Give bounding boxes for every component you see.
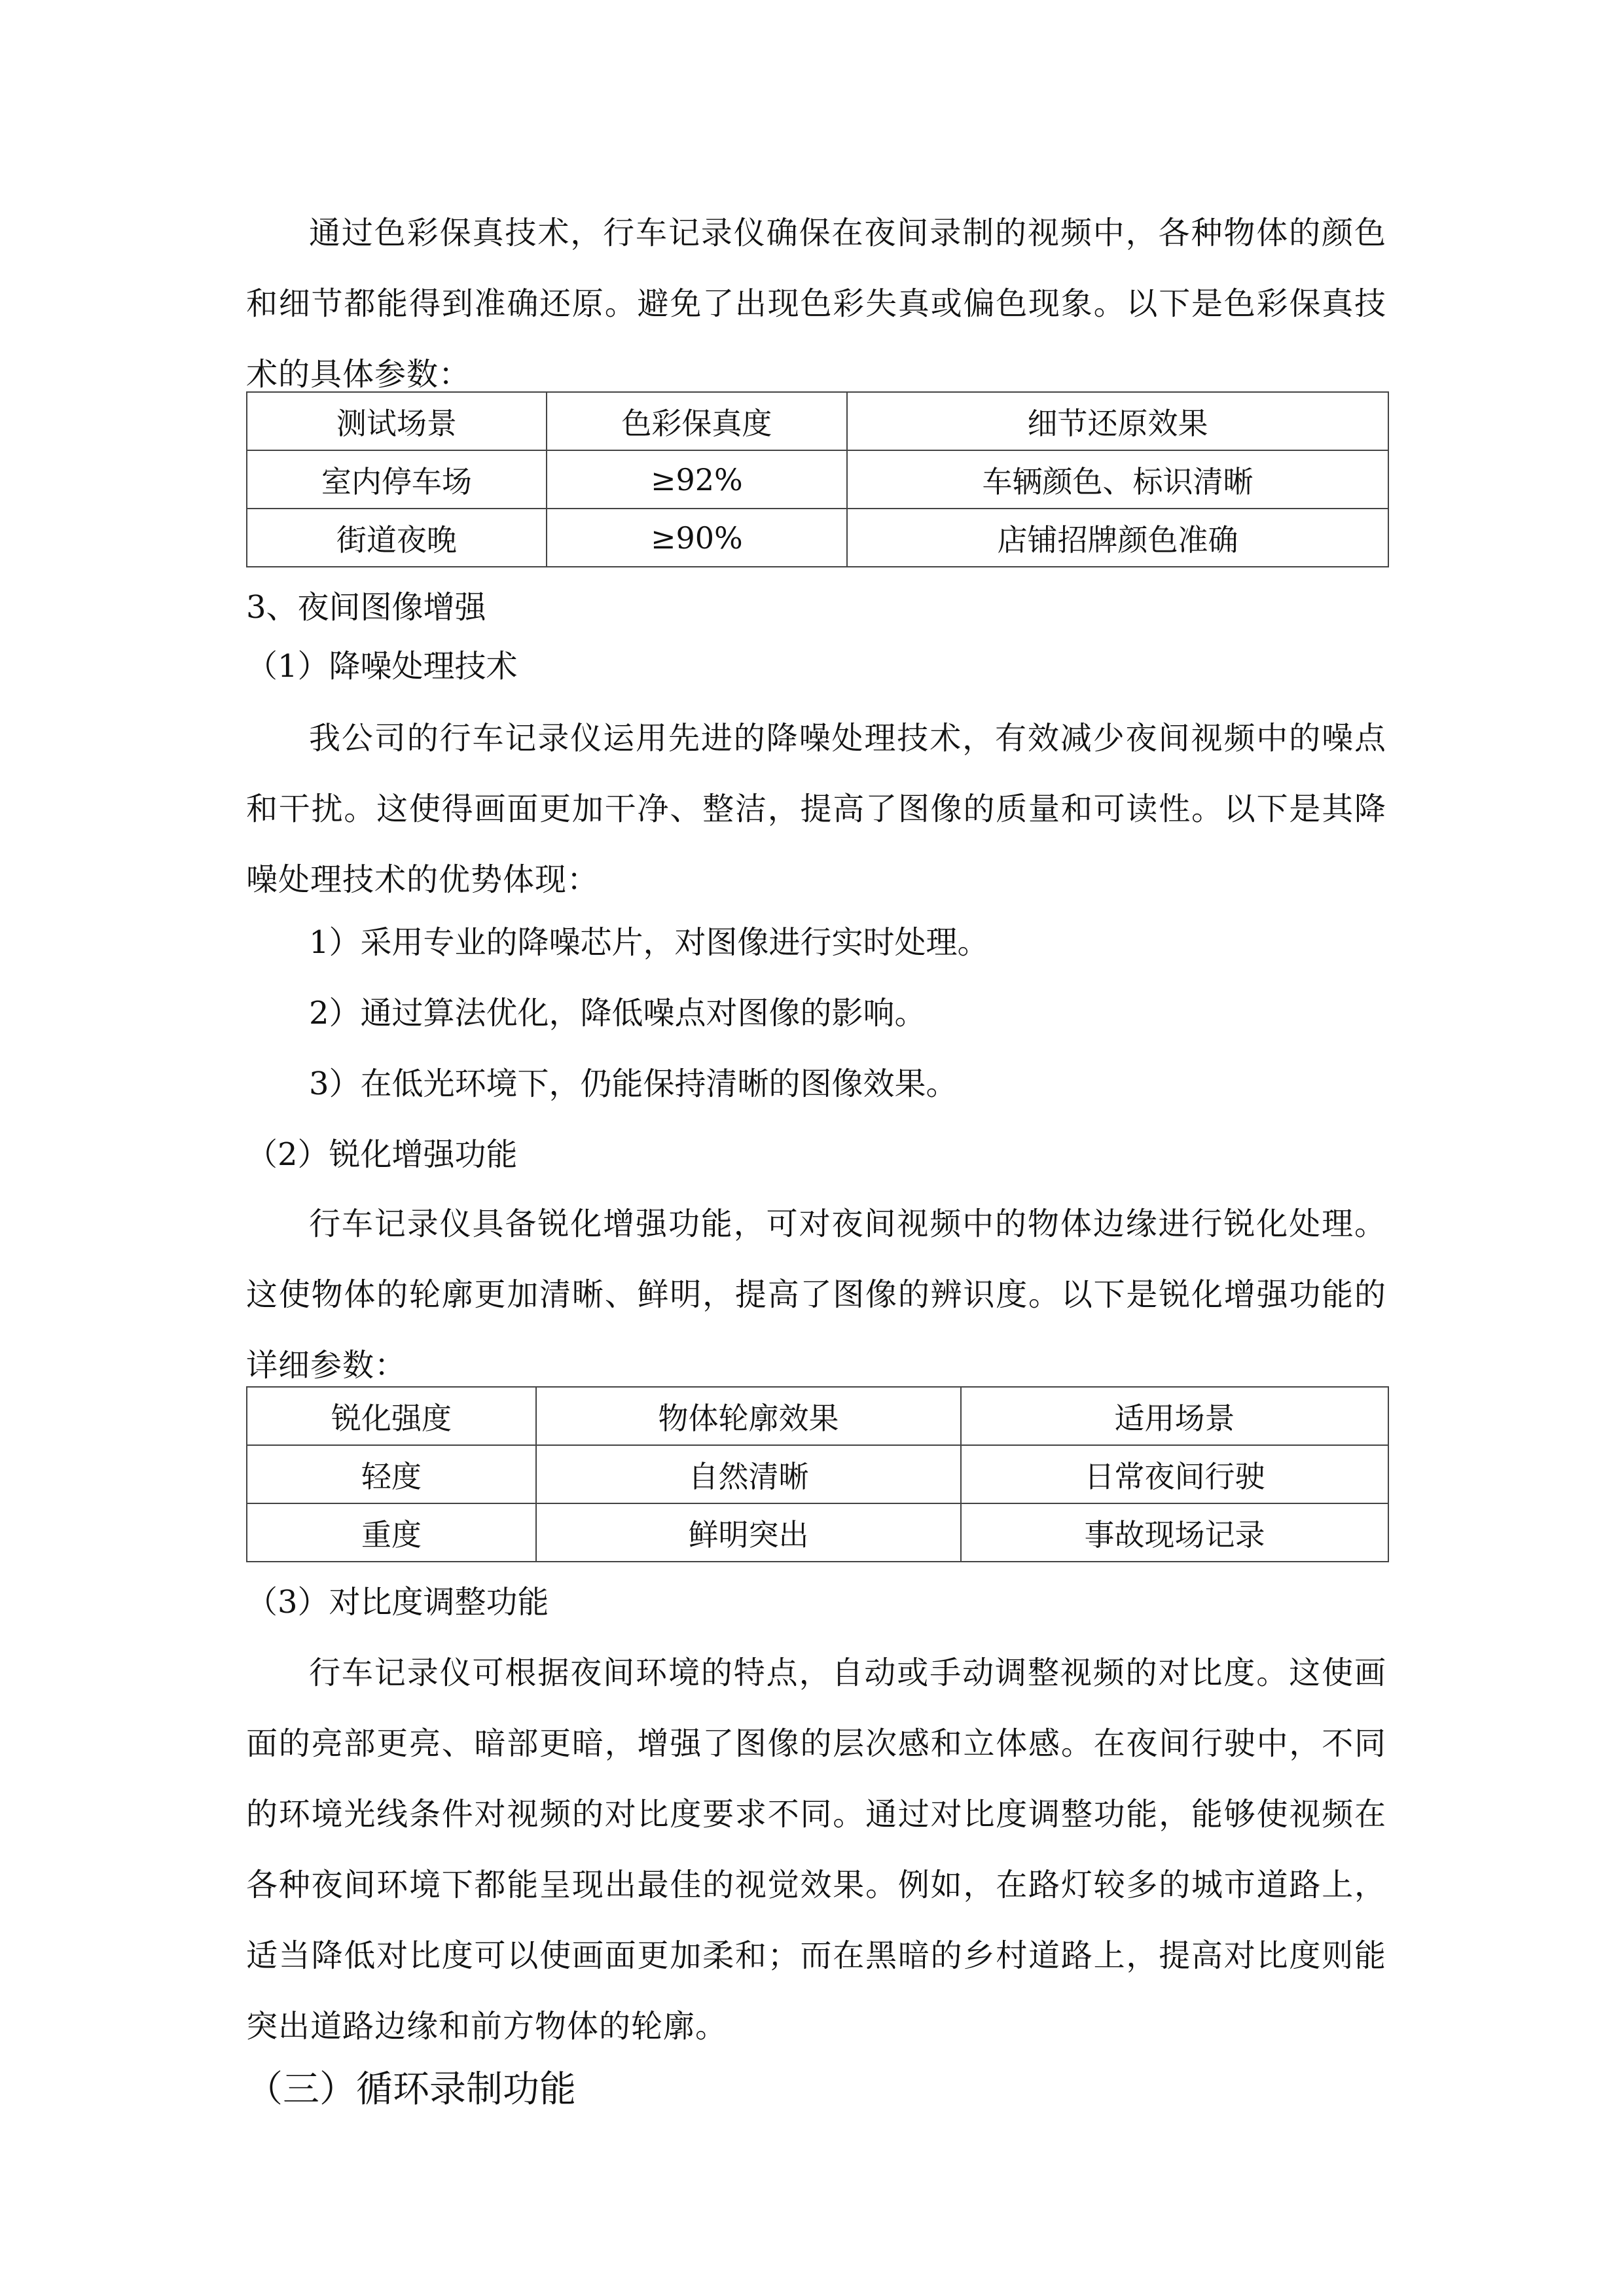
heading-night-image-enhancement: 3、夜间图像增强 bbox=[246, 589, 486, 626]
paragraph-color-fidelity: 通过色彩保真技术，行车记录仪确保在夜间录制的视频中，各种物体的颜色和细节都能得到准确还原。避免了出现色彩失真或偏色现象。以下是色彩保真技术的具体参数： bbox=[246, 215, 1386, 393]
list-item: 3）在低光环境下，仍能保持清晰的图像效果。 bbox=[309, 1066, 958, 1102]
list-item: 2）通过算法优化，降低噪点对图像的影响。 bbox=[309, 995, 926, 1031]
section-heading-loop-recording: （三）循环录制功能 bbox=[246, 2068, 576, 2111]
table-cell: 店铺招牌颜色准确 bbox=[847, 509, 1388, 567]
table-header-row bbox=[247, 392, 1388, 450]
table-row bbox=[247, 1503, 1388, 1562]
table-header-cell: 锐化强度 bbox=[247, 1387, 536, 1445]
list-item: 1）采用专业的降噪芯片，对图像进行实时处理。 bbox=[309, 924, 989, 961]
table-cell: ≥92% bbox=[547, 450, 847, 509]
table-cell: 轻度 bbox=[247, 1445, 536, 1503]
table-header-cell: 色彩保真度 bbox=[547, 392, 847, 450]
subheading-contrast: （3）对比度调整功能 bbox=[246, 1584, 549, 1621]
paragraph-noise-reduction: 我公司的行车记录仪运用先进的降噪处理技术，有效减少夜间视频中的噪点和干扰。这使得画面更加干净、整洁，提高了图像的质量和可读性。以下是其降噪处理技术的优势体现： bbox=[246, 720, 1386, 898]
subheading-sharpening: （2）锐化增强功能 bbox=[246, 1136, 518, 1173]
table-cell: 室内停车场 bbox=[247, 450, 547, 509]
table-cell: 重度 bbox=[247, 1503, 536, 1562]
sharpening-table bbox=[246, 1386, 1389, 1562]
table-cell: 自然清晰 bbox=[536, 1445, 961, 1503]
table-row bbox=[247, 1445, 1388, 1503]
table-cell: ≥90% bbox=[547, 509, 847, 567]
paragraph-sharpening: 行车记录仪具备锐化增强功能，可对夜间视频中的物体边缘进行锐化处理。这使物体的轮廓更加清晰、鲜明，提高了图像的辨识度。以下是锐化增强功能的详细参数： bbox=[246, 1206, 1386, 1384]
table-cell: 日常夜间行驶 bbox=[961, 1445, 1388, 1503]
table-cell: 街道夜晚 bbox=[247, 509, 547, 567]
table-row bbox=[247, 509, 1388, 567]
table-header-row bbox=[247, 1387, 1388, 1445]
table-cell: 事故现场记录 bbox=[961, 1503, 1388, 1562]
table-header-cell: 适用场景 bbox=[961, 1387, 1388, 1445]
color-fidelity-table bbox=[246, 391, 1389, 567]
table-header-cell: 细节还原效果 bbox=[847, 392, 1388, 450]
table-header-cell: 测试场景 bbox=[247, 392, 547, 450]
subheading-noise-reduction: （1）降噪处理技术 bbox=[246, 648, 518, 685]
table-cell: 鲜明突出 bbox=[536, 1503, 961, 1562]
table-cell: 车辆颜色、标识清晰 bbox=[847, 450, 1388, 509]
paragraph-contrast: 行车记录仪可根据夜间环境的特点，自动或手动调整视频的对比度。这使画面的亮部更亮、暗部更暗，增强了图像的层次感和立体感。在夜间行驶中，不同的环境光线条件对视频的对比度要求不同。通过对比度调整功能，能够使视频在各种夜间环境下都能呈现出最佳的视觉效果。例如，在路灯较多的城市道路上，适当降低对比度可以使画面更加柔和；而在黑暗的乡村道路上，提高对比度则能突出道路边缘和前方物体的轮廓。 bbox=[246, 1655, 1386, 2045]
table-row bbox=[247, 450, 1388, 509]
table-header-cell: 物体轮廓效果 bbox=[536, 1387, 961, 1445]
